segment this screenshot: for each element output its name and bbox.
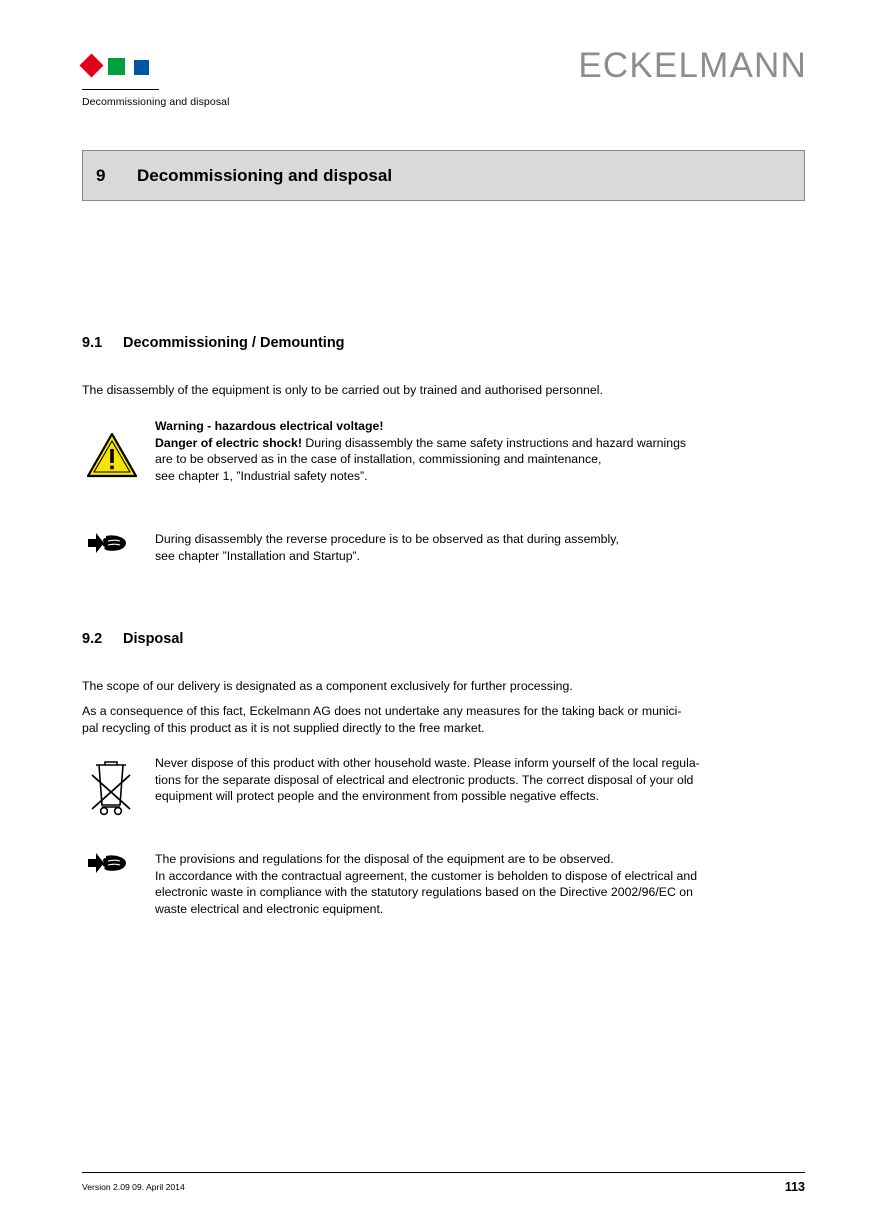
breadcrumb: Decommissioning and disposal [82, 96, 230, 108]
warning-line-3: are to be observed as in the case of installation, commissioning and maintenance, [155, 452, 602, 466]
disassembly-note-line-1: During disassembly the reverse procedure is to be observed as that during assembly, [155, 532, 619, 546]
disassembly-note-line-2: see chapter ”Installation and Startup”. [155, 548, 361, 563]
page-title: Decommissioning and disposal [137, 166, 393, 185]
disposal-note-line-2: In accordance with the contractual agreement, the customer is beholden to dispose of electrical and [155, 868, 698, 883]
chapter-number: 9 [96, 166, 106, 185]
section-number-9-1: 9.1 [82, 335, 103, 351]
warning-line-2-bold: Danger of electric shock! [155, 435, 302, 450]
logo-underline [82, 89, 159, 90]
footer-divider [82, 1172, 805, 1173]
logo-blue-square-icon [134, 60, 149, 75]
disassembly-note-block [155, 531, 815, 564]
section-title-9-1: Decommissioning / Demounting [123, 335, 345, 351]
disposal-note-line-4: waste electrical and electronic equipment. [155, 901, 384, 916]
section-number-9-2: 9.2 [82, 631, 103, 647]
pointing-hand-icon [86, 850, 128, 876]
page-header [82, 46, 807, 116]
warning-line-2-rest: During disassembly the same safety instructions and hazard warnings [301, 435, 687, 450]
page-number: 113 [784, 1180, 805, 1194]
warning-note-block [155, 418, 805, 484]
section-9-2-paragraph-2-line-2: pal recycling of this product as it is not supplied directly to the free market. [82, 720, 485, 735]
section-9-1-intro-paragraph: The disassembly of the equipment is only to be carried out by trained and authorised personnel. [82, 383, 603, 397]
warning-line-4: see chapter 1, ”Industrial safety notes”. [155, 468, 368, 483]
pointing-hand-icon [86, 530, 128, 556]
warning-line-2 [155, 435, 805, 452]
section-heading-9-2 [82, 631, 532, 651]
footer-version: Version 2.09 09. April 2014 [82, 1182, 185, 1192]
warning-triangle-icon [86, 432, 138, 478]
disposal-note-line-3: electronic waste in compliance with the statutory regulations based on the Directive 2002/96/EC on [155, 885, 693, 899]
section-title-9-2: Disposal [123, 631, 184, 647]
chapter-title-bar [82, 150, 805, 201]
weee-note-line-2: tions for the separate disposal of electrical and electronic products. The correct disposal of your old [155, 772, 694, 787]
crossed-out-wheelie-bin-icon [88, 757, 134, 819]
logo-green-square-icon [108, 58, 125, 75]
weee-note-line-1: Never dispose of this product with other household waste. Please inform yourself of the local regula- [155, 756, 700, 770]
disposal-note-line-1: The provisions and regulations for the disposal of the equipment are to be observed. [155, 852, 614, 866]
logo-diamond-icon [79, 53, 103, 77]
eckelmann-logo [82, 56, 162, 80]
section-9-2-paragraph-1: The scope of our delivery is designated as a component exclusively for further processing. [82, 679, 573, 693]
brand-wordmark: ECKELMANN [578, 46, 807, 85]
disposal-note-block [155, 851, 830, 917]
section-9-2-paragraph-2-line-1: As a consequence of this fact, Eckelmann AG does not undertake any measures for the taking back or munici- [82, 704, 682, 718]
section-heading-9-1 [82, 335, 532, 355]
weee-note-block [155, 755, 830, 805]
section-9-2-paragraph-2 [82, 703, 802, 736]
warning-line-1: Warning - hazardous electrical voltage! [155, 419, 384, 433]
weee-note-line-3: equipment will protect people and the environment from possible negative effects. [155, 789, 600, 803]
